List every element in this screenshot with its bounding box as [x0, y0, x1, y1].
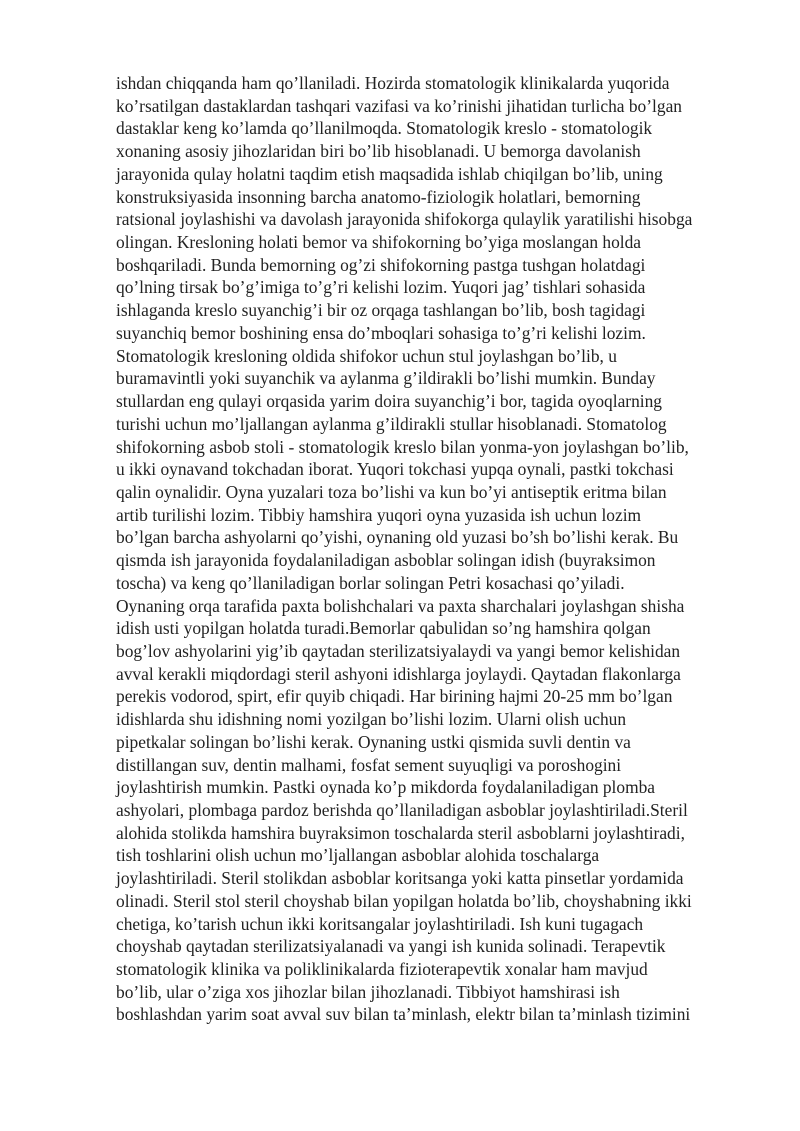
text-line: olingan. Kresloning holati bemor va shifokorning bo’yiga moslangan holda: [116, 232, 642, 253]
text-line: pipetkalar solingan bo’lishi kerak. Oynaning ustki qismida suvli dentin va: [116, 731, 631, 752]
text-line: artib turilishi lozim. Tibbiy hamshira yuqori oyna yuzasida ish uchun lozim: [116, 504, 642, 525]
text-line: alohida stolikda hamshira buyraksimon toschalarda steril asboblarni joylashtiradi,: [116, 822, 685, 843]
text-line: olinadi. Steril stol steril choyshab bilan yopilgan holatda bo’lib, choyshabning ikki: [116, 890, 692, 911]
text-line: ishlaganda kreslo suyanchig’i bir oz orqaga tashlangan bo’lib, bosh tagidagi: [116, 300, 646, 321]
text-line: chetiga, ko’tarish uchun ikki koritsangalar joylashtiriladi. Ish kuni tugagach: [116, 913, 644, 934]
text-line: dastaklar keng ko’lamda qo’llanilmoqda. Stomatologik kreslo - stomatologik: [116, 118, 653, 139]
text-line: perekis vodorod, spirt, efir quyib chiqadi. Har birining hajmi 20-25 mm bo’lgan: [116, 686, 673, 707]
text-line: konstruksiyasida insonning barcha anatomo-fiziologik holatlari, bemorning: [116, 186, 641, 207]
text-line: suyanchiq bemor boshining ensa do’mboqlari sohasiga to’g’ri kelishi lozim.: [116, 322, 646, 343]
text-line: Stomatologik kresloning oldida shifokor uchun stul joylashgan bo’lib, u: [116, 345, 617, 366]
text-line: choyshab qaytadan sterilizatsiyalanadi va yangi ish kunida solinadi. Terapevtik: [116, 936, 666, 957]
text-line: distillangan suv, dentin malhami, fosfat sement suyuqligi va poroshogini: [116, 754, 622, 775]
text-line: qalin oynalidir. Oyna yuzalari toza bo’lishi va kun bo’yi antiseptik eritma bilan: [116, 481, 667, 502]
text-line: bog’lov ashyolarini yig’ib qaytadan sterilizatsiyalaydi va yangi bemor kelishidan: [116, 640, 681, 661]
text-line: xonaning asosiy jihozlaridan biri bo’lib hisoblanadi. U bemorga davolanish: [116, 141, 641, 162]
text-line: stomatologik klinika va poliklinikalarda fizioterapevtik xonalar ham mavjud: [116, 959, 648, 980]
text-line: bo’lgan barcha ashyolarni qo’yishi, oynaning old yuzasi bo’sh bo’lishi kerak. Bu: [116, 527, 679, 548]
text-line: jarayonida qulay holatni taqdim etish maqsadida ishlab chiqilgan bo’lib, uning: [116, 163, 663, 184]
text-line: boshqariladi. Bunda bemorning og’zi shifokorning pastga tushgan holatdagi: [116, 254, 646, 275]
text-line: qismda ish jarayonida foydalaniladigan asboblar solingan idish (buyraksimon: [116, 550, 656, 571]
body-text: [116, 72, 746, 1026]
text-line: ishdan chiqqanda ham qo’llaniladi. Hozirda stomatologik klinikalarda yuqorida: [116, 73, 670, 93]
text-line: idishlarda shu idishning nomi yozilgan bo’lishi lozim. Ularni olish uchun: [116, 709, 627, 730]
text-line: tish toshlarini olish uchun mo’ljallangan asboblar alohida toschalarga: [116, 845, 600, 866]
text-line: idish usti yopilgan holatda turadi.Bemorlar qabulidan so’ng hamshira qolgan: [116, 618, 651, 639]
text-line: qo’lning tirsak bo’g’imiga to’g’ri kelishi lozim. Yuqori jag’ tishlari sohasida: [116, 277, 646, 298]
text-line: ashyolari, plombaga pardoz berishda qo’llaniladigan asboblar joylashtiriladi.Steril: [116, 800, 688, 820]
text-line: turishi uchun mo’ljallangan aylanma g’ildirakli stullar hisoblanadi. Stomatolog: [116, 413, 667, 434]
text-line: toscha) va keng qo’llaniladigan borlar solingan Petri kosachasi qo’yiladi.: [116, 572, 625, 593]
text-line: ko’rsatilgan dastaklardan tashqari vazifasi va ko’rinishi jihatidan turlicha bo’lgan: [116, 95, 682, 116]
text-line: buramavintli yoki suyanchik va aylanma g’ildirakli bo’lishi mumkin. Bunday: [116, 368, 656, 389]
text-line: shifokorning asbob stoli - stomatologik kreslo bilan yonma-yon joylashgan bo’lib,: [116, 436, 689, 457]
text-line: joylashtirish mumkin. Pastki oynada ko’p mikdorda foydalaniladigan plomba: [116, 777, 656, 798]
text-line: avval kerakli miqdordagi steril ashyoni idishlarga joylaydi. Qaytadan flakonlarga: [116, 663, 681, 684]
text-line: stullardan eng qulayi orqasida yarim doira suyanchig’i bor, tagida oyoqlarning: [116, 391, 662, 412]
text-line: boshlashdan yarim soat avval suv bilan ta’minlash, elektr bilan ta’minlash tizimini: [116, 1004, 691, 1025]
text-line: u ikki oynavand tokchadan iborat. Yuqori tokchasi yupqa oynali, pastki tokchasi: [116, 459, 674, 480]
text-line: joylashtiriladi. Steril stolikdan asboblar koritsanga yoki katta pinsetlar yordamida: [116, 868, 684, 889]
text-line: bo’lib, ular o’ziga xos jihozlar bilan jihozlanadi. Tibbiyot hamshirasi ish: [116, 981, 620, 1002]
text-line: ratsional joylashishi va davolash jarayonida shifokorga qulaylik yaratilishi hisobga: [116, 209, 693, 230]
text-line: Oynaning orqa tarafida paxta bolishchalari va paxta sharchalari joylashgan shisha: [116, 595, 685, 616]
